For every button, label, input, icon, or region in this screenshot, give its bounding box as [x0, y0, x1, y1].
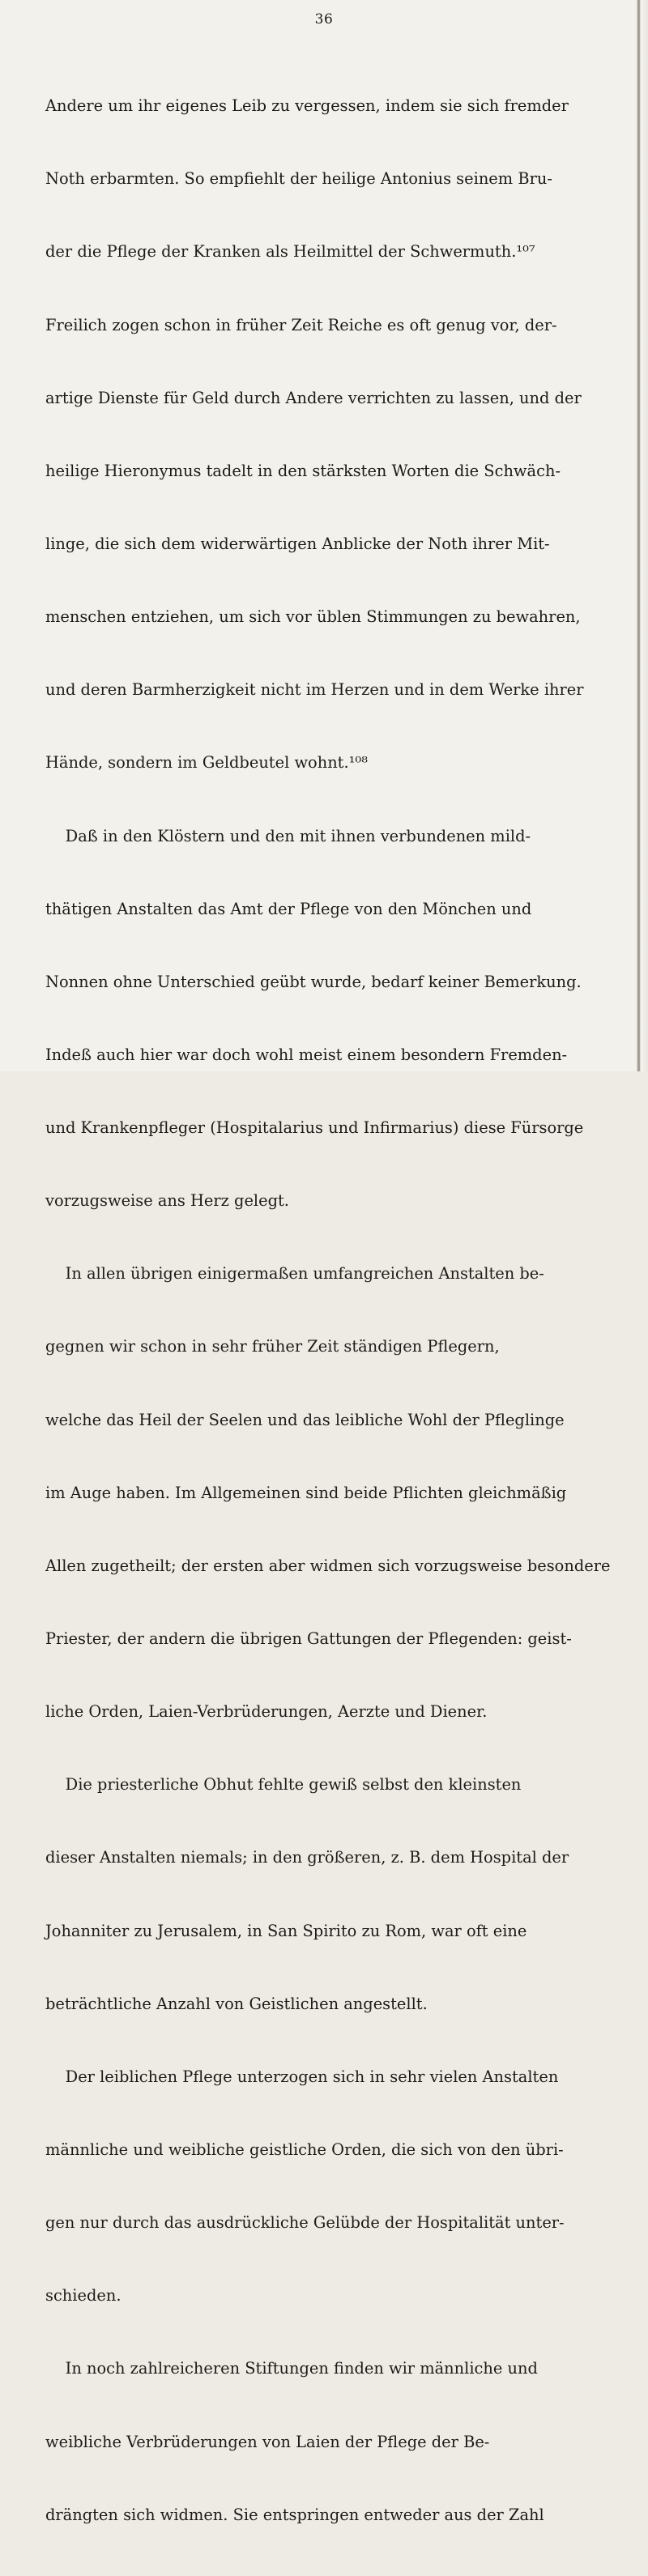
text-line: im Auge haben. Im Allgemeinen sind beide Pflichten gleichmäßig: [45, 1483, 567, 1502]
text-line: Daß in den Klöstern und den mit ihnen verbundenen mild-: [45, 826, 531, 845]
text-line: Andere um ihr eigenes Leib zu vergessen, indem sie sich fremder: [45, 96, 569, 116]
text-line: und deren Barmherzigkeit nicht im Herzen und in dem Werke ihrer: [45, 680, 584, 700]
text-line: Freilich zogen schon in früher Zeit Reiche es oft genug vor, der-: [45, 315, 557, 334]
text-line: Hände, sondern im Geldbeutel wohnt.¹⁰⁸: [45, 753, 368, 773]
text-line: Priester, der andern die übrigen Gattungen der Pflegenden: geist-: [45, 1629, 572, 1649]
text-line: menschen entziehen, um sich vor üblen Stimmungen zu bewahren,: [45, 607, 581, 627]
page-body-text: [45, 45, 633, 2576]
text-line: schieden.: [45, 2286, 122, 2306]
text-line: drängten sich widmen. Sie entspringen entweder aus der Zahl: [45, 2505, 544, 2524]
text-line: männliche und weibliche geistliche Orden, die sich von den übri-: [45, 2140, 564, 2160]
text-line: Noth erbarmten. So empfiehlt der heilige Antonius seinem Bru-: [45, 169, 552, 189]
book-edge-shadow: [637, 0, 648, 1071]
text-line: Der leiblichen Pflege unterzogen sich in sehr vielen Anstalten: [45, 2067, 559, 2086]
text-line: der die Pflege der Kranken als Heilmittel der Schwermuth.¹⁰⁷: [45, 242, 535, 262]
text-line: liche Orden, Laien-Verbrüderungen, Aerzte und Diener.: [45, 1702, 488, 1722]
text-line: artige Dienste für Geld durch Andere verrichten zu lassen, und der: [45, 388, 582, 407]
text-line: thätigen Anstalten das Amt der Pflege von den Mönchen und: [45, 899, 532, 918]
text-line: heilige Hieronymus tadelt in den stärksten Worten die Schwäch-: [45, 461, 561, 480]
text-line: linge, die sich dem widerwärtigen Anblicke der Noth ihrer Mit-: [45, 534, 550, 553]
text-line: weibliche Verbrüderungen von Laien der Pflege der Be-: [45, 2432, 490, 2451]
text-line: Johanniter zu Jerusalem, in San Spirito zu Rom, war oft eine: [45, 1921, 527, 1940]
text-line: Nonnen ohne Unterschied geübt wurde, bedarf keiner Bemerkung.: [45, 972, 582, 991]
page-number: 36: [314, 11, 334, 28]
text-line: gegnen wir schon in sehr früher Zeit ständigen Pflegern,: [45, 1337, 500, 1356]
text-line: In allen übrigen einigermaßen umfangreichen Anstalten be-: [45, 1264, 544, 1284]
text-line: und Krankenpfleger (Hospitalarius und Infirmarius) diese Fürsorge: [45, 1118, 584, 1138]
text-line: Allen zugetheilt; der ersten aber widmen sich vorzugsweise besondere: [45, 1556, 611, 1575]
text-line: dieser Anstalten niemals; in den größeren, z. B. dem Hospital der: [45, 1848, 569, 1867]
text-line: beträchtliche Anzahl von Geistlichen angestellt.: [45, 1994, 428, 2013]
text-line: In noch zahlreicheren Stiftungen finden wir männliche und: [45, 2359, 538, 2378]
text-line: Indeß auch hier war doch wohl meist einem besondern Fremden-: [45, 1045, 568, 1064]
text-line: gen nur durch das ausdrückliche Gelübde der Hospitalität unter-: [45, 2213, 565, 2233]
text-line: welche das Heil der Seelen und das leibliche Wohl der Pfleglinge: [45, 1410, 565, 1429]
text-line: Die priesterliche Obhut fehlte gewiß selbst den kleinsten: [45, 1775, 522, 1795]
text-line: vorzugsweise ans Herz gelegt.: [45, 1191, 289, 1211]
